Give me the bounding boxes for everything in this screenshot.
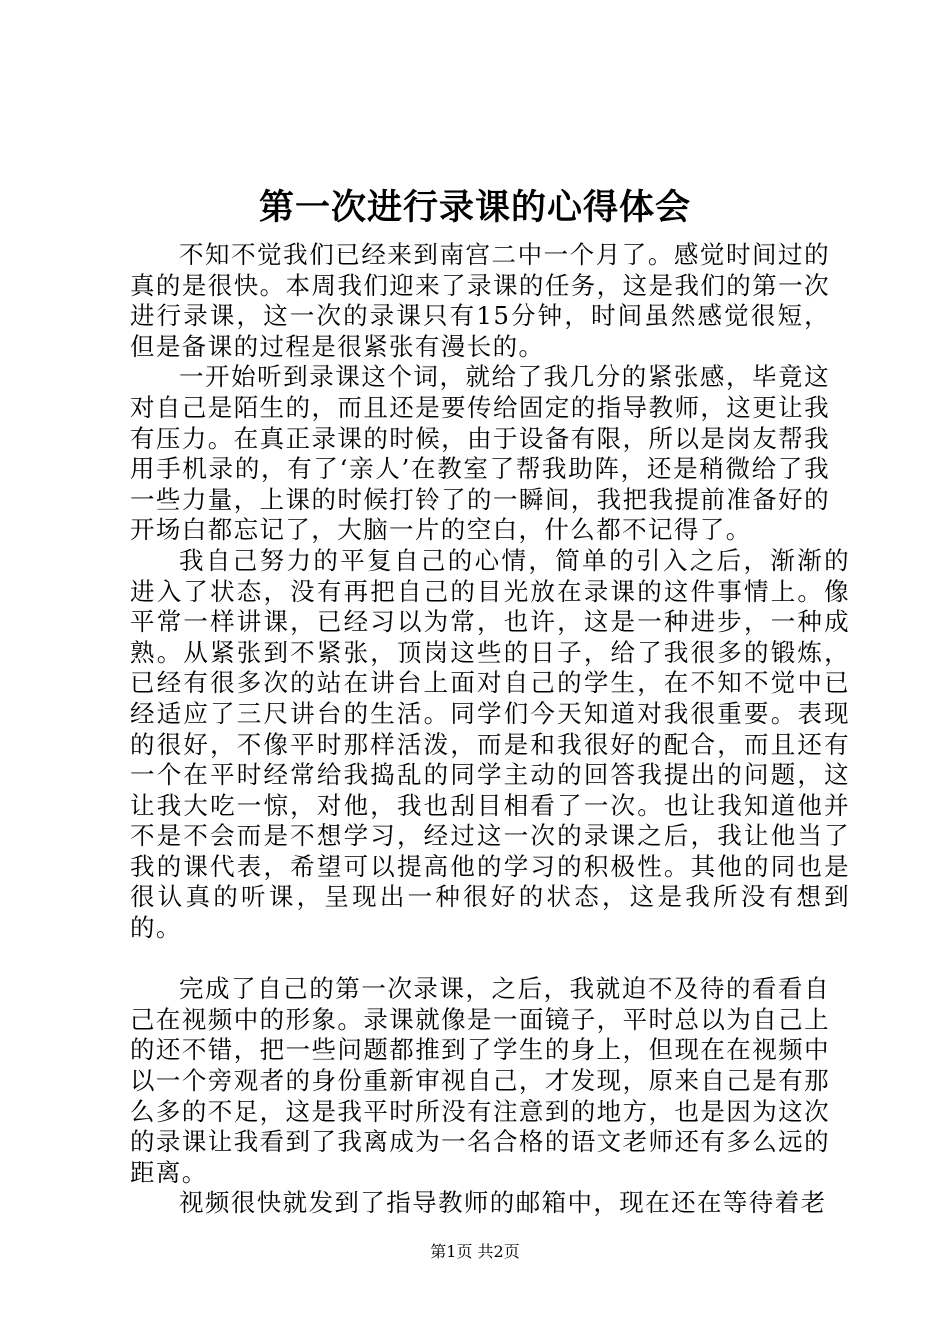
- paragraph-5: 视频很快就发到了指导教师的邮箱中，现在还在等待着老: [179, 1188, 827, 1218]
- paragraph-3: 我自己努力的平复自己的心情，简单的引入之后，渐渐的进入了状态，没有再把自己的目光放在录课的这件事情上。像平常一样讲课，已经习以为常，也许，这是一种进步，一种成熟。从紧张到不紧张，顶岗这些的日子，给了我很多的锻炼，已经有很多次的站在讲台上面对自己的学生，在不知不觉中已经适应了三尺讲台的生活。同学们今天知道对我很重要。表现的很好，不像平时那样活泼，而是和我很好的配合，而且还有一个在平时经常给我捣乱的同学主动的回答我提出的问题，这让我大吃一惊，对他，我也刮目相看了一次。也让我知道他并不是不会而是不想学习，经过这一次的录课之后，我让他当了我的课代表，希望可以提高他的学习的积极性。其他的同也是很认真的听课，呈现出一种很好的状态，这是我所没有想到的。: [130, 545, 850, 943]
- paragraph-4: 完成了自己的第一次录课，之后，我就迫不及待的看看自己在视频中的形象。录课就像是一面镜子，平时总以为自己上的还不错，把一些问题都推到了学生的身上，但现在在视频中以一个旁观者的身份重新审视自己，才发现，原来自己是有那么多的不足，这是我平时所没有注意到的地方，也是因为这次的录课让我看到了我离成为一名合格的语文老师还有多么远的距离。: [130, 974, 830, 1187]
- paragraph-2: 一开始听到录课这个词，就给了我几分的紧张感，毕竟这对自己是陌生的，而且还是要传给固定的指导教师，这更让我有压力。在真正录课的时候，由于设备有限，所以是岗友帮我用手机录的，有了‘亲人’在教室了帮我助阵，还是稍微给了我一些力量，上课的时候打铃了的一瞬间，我把我提前准备好的开场白都忘记了，大脑一片的空白，什么都不记得了。: [130, 362, 830, 545]
- document-body: [130, 240, 850, 1219]
- page-number-footer: 第1页 共2页: [430, 1242, 520, 1261]
- paragraph-spacer: [130, 944, 830, 975]
- document-title: 第一次进行录课的心得体会: [258, 187, 691, 228]
- paragraph-1: 不知不觉我们已经来到南宫二中一个月了。感觉时间过的真的是很快。本周我们迎来了录课的任务，这是我们的第一次进行录课，这一次的录课只有15分钟，时间虽然感觉很短，但是备课的过程是很紧张有漫长的。: [130, 240, 830, 361]
